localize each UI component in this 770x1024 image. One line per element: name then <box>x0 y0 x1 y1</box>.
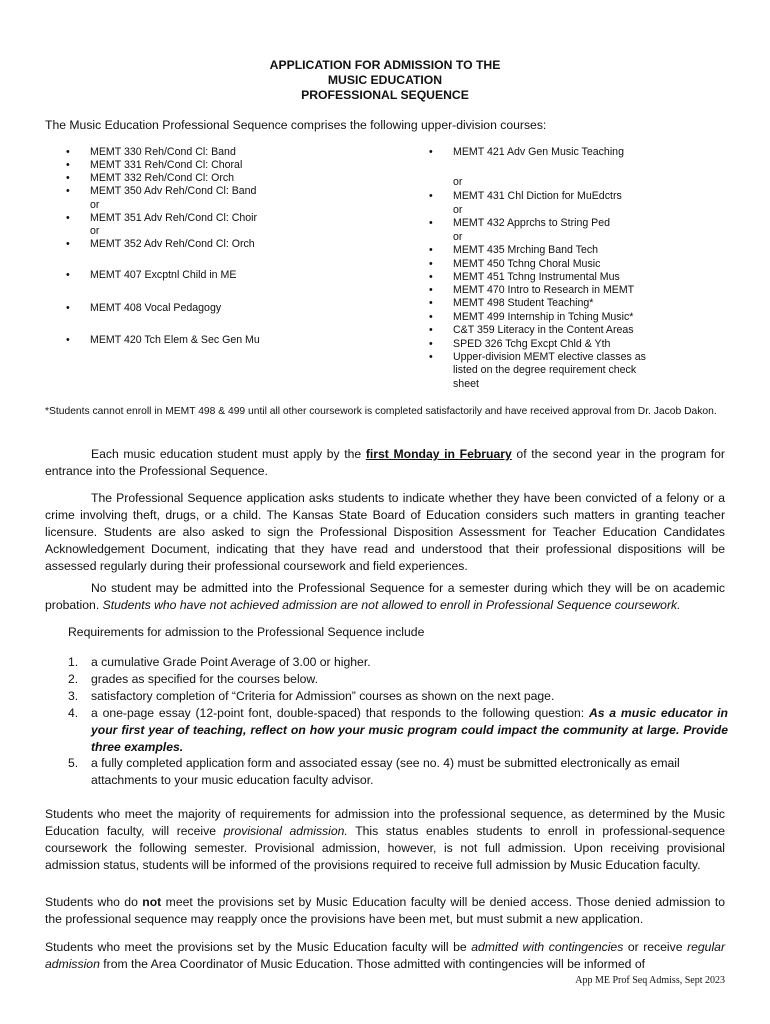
contingencies-text-before: Students who meet the provisions set by the Music Education faculty will be <box>45 940 472 954</box>
bullet-icon: • <box>429 284 433 296</box>
course-label: or <box>453 231 463 243</box>
bullet-icon: • <box>429 297 433 309</box>
probation-italic: Students who have not achieved admission are not allowed to enroll in Professional Sequence coursework. <box>102 597 681 612</box>
course-label: MEMT 451 Tchng Instrumental Mus <box>453 271 620 283</box>
provisional-text-after: This status enables students to enroll in professional-sequence coursework the following semester. Provisional admission, however, is not full admission. Upon receiving provisional admission status, students will be informed of the provisions required to receive full admission by Music Education faculty. <box>45 823 726 872</box>
course-label: MEMT 330 Reh/Cond Cl: Band <box>90 146 236 158</box>
bullet-icon: • <box>66 146 70 158</box>
contingencies-italic-2: regular admission <box>45 940 725 971</box>
denied-bold: not <box>142 895 162 909</box>
course-label: listed on the degree requirement check <box>453 364 637 376</box>
course-label: MEMT 435 Mrching Band Tech <box>453 244 599 256</box>
bullet-icon: • <box>429 217 433 229</box>
provisional-text-before: Students who meet the majority of requirements for admission into the professional sequence, as determined by the Music Education faculty, will receive <box>45 807 725 838</box>
provisional-italic: provisional admission. <box>223 823 348 838</box>
course-label: MEMT 408 Vocal Pedagogy <box>90 302 222 314</box>
requirement-text: satisfactory completion of “Criteria for Admission” courses as shown on the next page. <box>91 688 555 703</box>
requirement-text: a one-page essay (12-point font, double-spaced) that responds to the following question: <box>91 705 589 720</box>
course-label: MEMT 420 Tch Elem & Sec Gen Mu <box>90 334 260 346</box>
deadline-date: first Monday in February <box>365 447 512 461</box>
course-label: MEMT 421 Adv Gen Music Teaching <box>453 146 624 158</box>
denied-paragraph <box>45 894 725 928</box>
provisional-paragraph <box>45 806 725 874</box>
intro-text: The Music Education Professional Sequence comprises the following upper-division courses: <box>45 118 547 132</box>
course-label: MEMT 431 Chl Diction for MuEdctrs <box>453 190 622 202</box>
requirement-number: 4. <box>68 705 79 720</box>
course-label: or <box>90 225 100 237</box>
course-label: MEMT 332 Reh/Cond Cl: Orch <box>90 172 235 184</box>
title-line-1: APPLICATION FOR ADMISSION TO THE <box>269 58 501 72</box>
course-label: or <box>453 176 463 188</box>
course-label: MEMT 407 Excptnl Child in ME <box>90 269 237 281</box>
bullet-icon: • <box>66 334 70 346</box>
course-label: MEMT 350 Adv Reh/Cond Cl: Band <box>90 185 257 197</box>
requirement-number: 5. <box>68 756 79 771</box>
requirements-list <box>68 654 728 789</box>
denied-text-after: meet the provisions set by Music Education faculty will be denied access. Those denied admission to the professional sequence may reapply once the provisions have been met, but must submit a new application. <box>45 895 725 926</box>
bullet-icon: • <box>429 146 433 158</box>
course-label: MEMT 432 Apprchs to String Ped <box>453 217 611 229</box>
essay-question: As a music educator in your first year of teaching, reflect on how your music program could impact the community at large. Provide three examples. <box>91 705 728 754</box>
requirement-item <box>68 705 728 756</box>
bullet-icon: • <box>429 271 433 283</box>
requirement-number: 3. <box>68 688 79 703</box>
bullet-icon: • <box>66 302 70 314</box>
deadline-paragraph <box>45 446 725 480</box>
requirement-text: a cumulative Grade Point Average of 3.00 or higher. <box>91 655 371 669</box>
probation-paragraph <box>45 580 725 614</box>
bullet-icon: • <box>66 238 70 250</box>
bullet-icon: • <box>429 351 433 363</box>
course-label: MEMT 450 Tchng Choral Music <box>453 258 601 270</box>
bullet-icon: • <box>66 269 70 281</box>
bullet-icon: • <box>66 185 70 197</box>
course-label: sheet <box>453 378 479 390</box>
requirement-number: 2. <box>68 671 79 686</box>
bullet-icon: • <box>429 190 433 202</box>
course-label: C&T 359 Literacy in the Content Areas <box>453 324 634 336</box>
application-paragraph: The Professional Sequence application asks students to indicate whether they have been convicted of a felony or a crime involving theft, drugs, or a child. The Kansas State Board of Education considers such matters in granting teacher licensure. Students are also asked to sign the Professional Disposition Assessment for Teacher Education Candidates Acknowledgement Document, indicating that they have read and understood that their professional dispositions will be assessed regularly during their professional coursework and field experiences. <box>45 491 725 573</box>
probation-text: No student may be admitted into the Professional Sequence for a semester during which they will be on academic probation. <box>45 581 725 612</box>
requirement-number: 1. <box>68 655 79 669</box>
requirement-item <box>68 671 728 688</box>
course-label: MEMT 331 Reh/Cond Cl: Choral <box>90 159 243 171</box>
bullet-icon: • <box>429 311 433 323</box>
document-title <box>0 58 770 103</box>
bullet-icon: • <box>66 212 70 224</box>
bullet-icon: • <box>429 338 433 350</box>
course-label: Upper-division MEMT elective classes as <box>453 351 646 363</box>
contingencies-text-middle: or receive <box>623 940 688 954</box>
bullet-icon: • <box>429 258 433 270</box>
bullet-icon: • <box>66 159 70 171</box>
deadline-text-before: Each music education student must apply by the <box>91 447 366 461</box>
requirement-item <box>68 755 728 789</box>
requirement-item <box>68 688 728 705</box>
requirement-item <box>68 654 728 671</box>
denied-text-before: Students who do <box>45 895 143 909</box>
course-label: MEMT 470 Intro to Research in MEMT <box>453 284 635 296</box>
course-label: or <box>90 199 100 211</box>
contingencies-paragraph <box>45 939 725 973</box>
bullet-icon: • <box>429 244 433 256</box>
deadline-text-after: of the second year in the program for entrance into the Professional Sequence. <box>45 447 725 478</box>
title-line-2: MUSIC EDUCATION <box>327 73 443 87</box>
bullet-icon: • <box>429 324 433 336</box>
contingencies-italic-1: admitted with contingencies <box>471 940 624 954</box>
course-label: MEMT 352 Adv Reh/Cond Cl: Orch <box>90 238 255 250</box>
requirement-text: grades as specified for the courses below. <box>91 671 318 686</box>
course-label: MEMT 499 Internship in Tching Music* <box>453 311 634 323</box>
course-label: SPED 326 Tchg Excpt Chld & Yth <box>453 338 611 350</box>
contingencies-text-after: from the Area Coordinator of Music Education. Those admitted with contingencies will be informed of <box>99 956 645 971</box>
course-label: MEMT 351 Adv Reh/Cond Cl: Choir <box>90 212 258 224</box>
course-label: MEMT 498 Student Teaching* <box>453 297 594 309</box>
requirement-text: a fully completed application form and associated essay (see no. 4) must be submitted electronically as email attachments to your music education faculty advisor. <box>91 756 680 788</box>
bullet-icon: • <box>66 172 70 184</box>
course-label: or <box>453 204 463 216</box>
page-footer: App ME Prof Seq Admiss, Sept 2023 <box>575 975 725 986</box>
requirements-heading: Requirements for admission to the Professional Sequence include <box>68 625 425 639</box>
title-line-3: PROFESSIONAL SEQUENCE <box>301 88 469 102</box>
footnote: *Students cannot enroll in MEMT 498 & 499 until all other coursework is completed satisfactorily and have received approval from Dr. Jacob Dakon. <box>45 406 717 417</box>
